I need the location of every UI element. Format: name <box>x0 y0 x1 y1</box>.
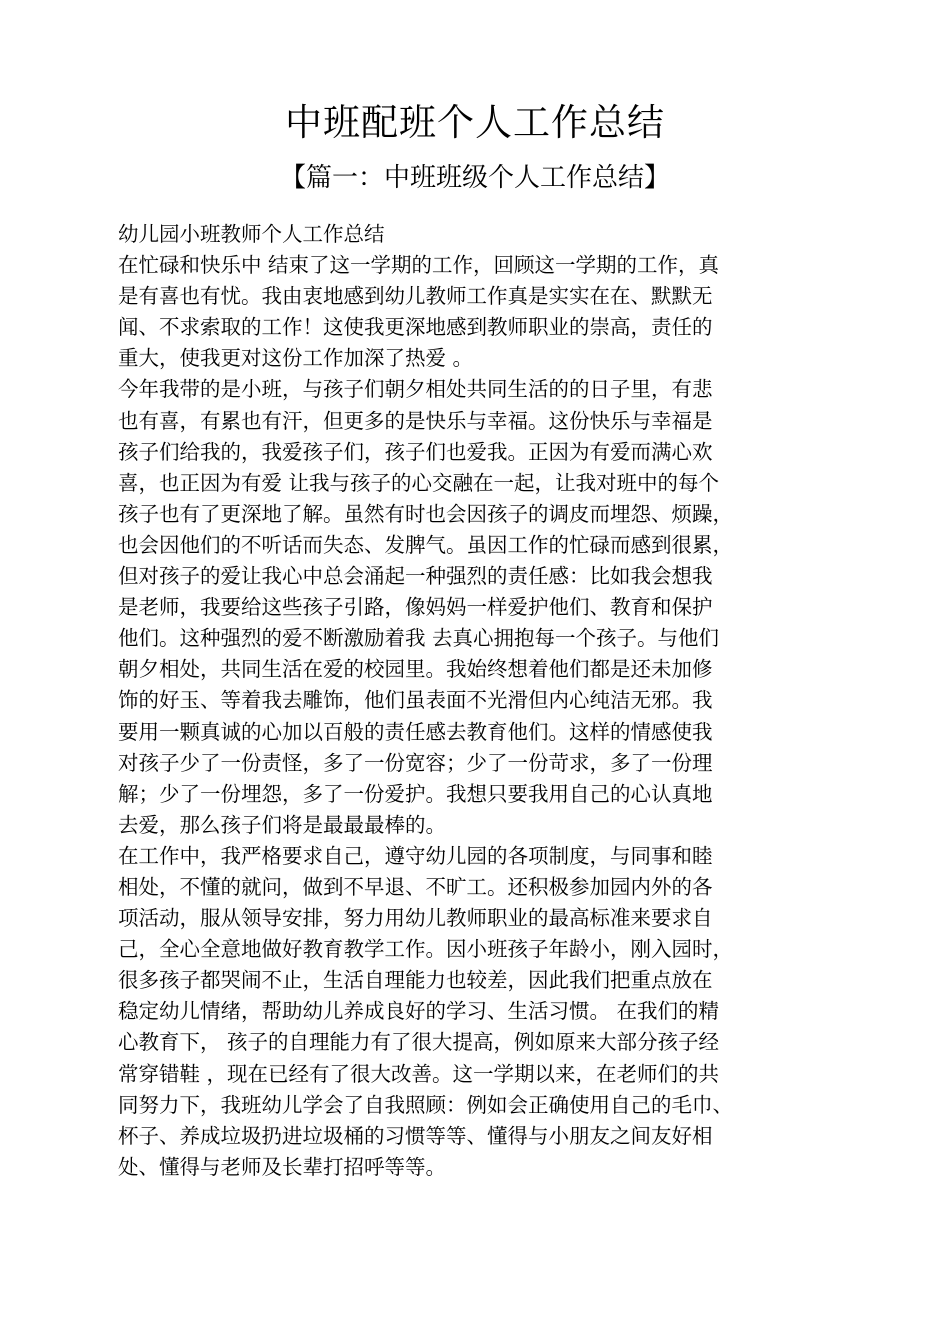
body-line: 孩子也有了更深地了解。虽然有时也会因孩子的调皮而埋怨、烦躁， <box>118 501 733 526</box>
document-subtitle: 【篇一：中班班级个人工作总结】 <box>279 163 670 193</box>
body-line: 朝夕相处，共同生活在爱的校园里。我始终想着他们都是还未加修 <box>118 657 713 682</box>
body-line: 闻、不求索取的工作！这使我更深地感到教师职业的崇高，责任的 <box>118 315 713 340</box>
body-line: 他们。这种强烈的爱不断激励着我 去真心拥抱每一个孩子。与他们 <box>118 626 720 651</box>
document-title: 中班配班个人工作总结 <box>285 101 665 144</box>
body-line: 杯子、养成垃圾扔进垃圾桶的习惯等等、懂得与小朋友之间友好相 <box>118 1123 713 1148</box>
body-line: 稳定幼儿情绪，帮助幼儿养成良好的学习、生活习惯。 在我们的精 <box>118 999 720 1024</box>
body-line: 很多孩子都哭闹不止，生活自理能力也较差，因此我们把重点放在 <box>118 968 713 993</box>
body-line: 幼儿园小班教师个人工作总结 <box>118 222 385 246</box>
body-line: 饰的好玉、等着我去雕饰，他们虽表面不光滑但内心纯洁无邪。我 <box>118 688 713 713</box>
body-line: 常穿错鞋 ，现在已经有了很大改善。这一学期以来，在老师们的共 <box>118 1061 720 1086</box>
body-line: 对孩子少了一份责怪，多了一份宽容；少了一份苛求，多了一份理 <box>118 750 713 775</box>
body-line: 同努力下，我班幼儿学会了自我照顾：例如会正确使用自己的毛巾、 <box>118 1092 733 1117</box>
body-line: 但对孩子的爱让我心中总会涌起一种强烈的责任感：比如我会想我 <box>118 564 713 589</box>
body-line: 孩子们给我的，我爱孩子们，孩子们也爱我。正因为有爱而满心欢 <box>118 439 713 464</box>
body-line: 在工作中，我严格要求自己，遵守幼儿园的各项制度，与同事和睦 <box>118 843 713 868</box>
body-line: 喜，也正因为有爱 让我与孩子的心交融在一起，让我对班中的每个 <box>118 470 720 495</box>
body-line: 在忙碌和快乐中 结束了这一学期的工作，回顾这一学期的工作，真 <box>118 253 720 278</box>
body-line: 也有喜，有累也有汗，但更多的是快乐与幸福。这份快乐与幸福是 <box>118 408 713 433</box>
body-line: 是有喜也有忧。我由衷地感到幼儿教师工作真是实实在在、默默无 <box>118 284 713 309</box>
body-line: 今年我带的是小班，与孩子们朝夕相处共同生活的的日子里，有悲 <box>118 377 713 402</box>
body-line: 心教育下， 孩子的自理能力有了很大提高，例如原来大部分孩子经 <box>118 1030 720 1055</box>
body-line: 相处，不懂的就问，做到不早退、不旷工。还积极参加园内外的各 <box>118 874 713 899</box>
body-line: 己，全心全意地做好教育教学工作。因小班孩子年龄小，刚入园时， <box>118 937 733 962</box>
body-line: 是老师，我要给这些孩子引路，像妈妈一样爱护他们、教育和保护 <box>118 595 713 620</box>
body-line: 项活动，服从领导安排，努力用幼儿教师职业的最高标准来要求自 <box>118 906 713 931</box>
document-body <box>118 219 858 1183</box>
body-line: 处、懂得与老师及长辈打招呼等等。 <box>118 1154 446 1179</box>
body-line: 去爱，那么孩子们将是最最最棒的。 <box>118 812 446 837</box>
body-line: 解；少了一份埋怨，多了一份爱护。我想只要我用自己的心认真地 <box>118 781 713 806</box>
body-line: 也会因他们的不听话而失态、发脾气。虽因工作的忙碌而感到很累， <box>118 532 733 557</box>
body-line: 要用一颗真诚的心加以百般的责任感去教育他们。这样的情感使我 <box>118 719 713 744</box>
body-line: 重大，使我更对这份工作加深了热爱 。 <box>118 346 474 371</box>
